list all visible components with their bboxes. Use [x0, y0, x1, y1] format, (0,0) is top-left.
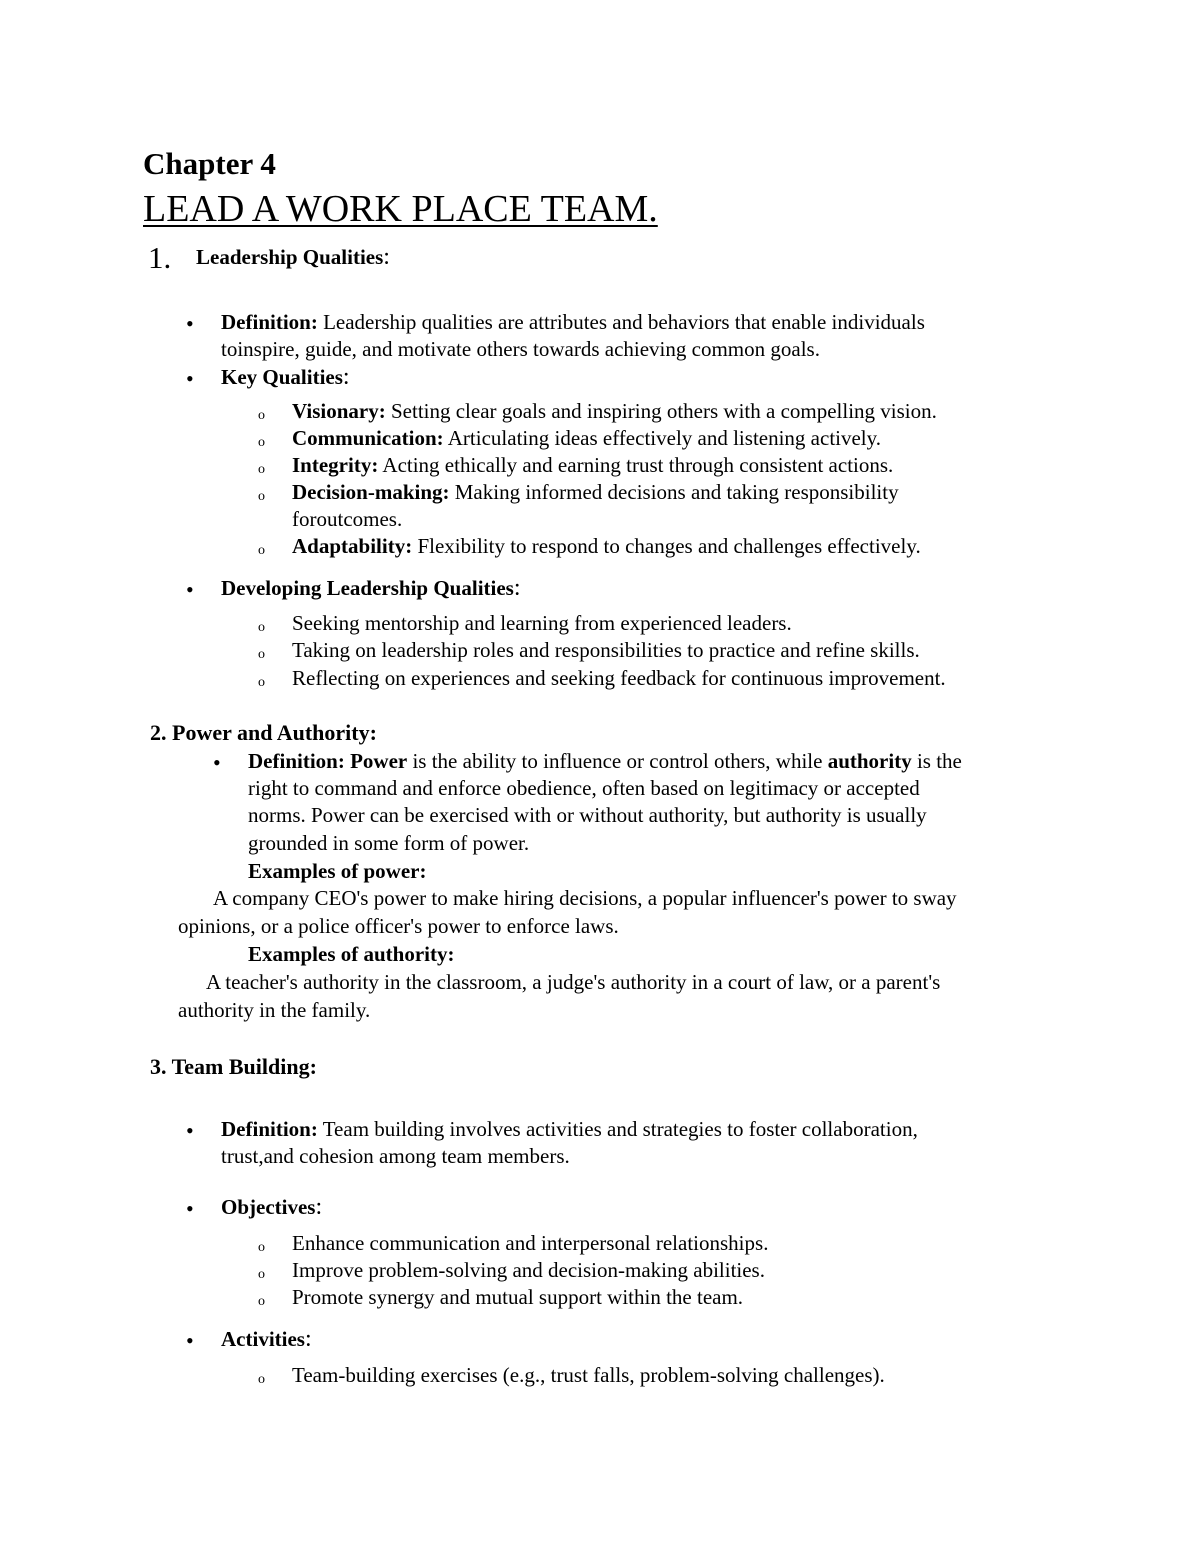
- s1-developing-label: Developing Leadership Qualities:: [221, 575, 521, 601]
- bullet-marker: •: [186, 1118, 194, 1143]
- section-1-number: 1.: [148, 240, 172, 275]
- sub-marker: o: [258, 462, 265, 477]
- s3-activities-label: Activities:: [221, 1326, 312, 1352]
- key-quality-item: Communication: Articulating ideas effectively and listening actively.: [292, 426, 882, 450]
- key-quality-item: Decision-making: Making informed decisions and taking responsibility: [292, 480, 899, 504]
- s3-definition-line2: trust,and cohesion among team members.: [221, 1144, 570, 1168]
- developing-item: Seeking mentorship and learning from experienced leaders.: [292, 611, 792, 635]
- s2-definition-line3: norms. Power can be exercised with or without authority, but authority is usually: [248, 803, 927, 827]
- objective-item: Improve problem-solving and decision-making abilities.: [292, 1258, 765, 1282]
- sub-marker: o: [258, 408, 265, 423]
- bullet-marker: •: [213, 750, 221, 775]
- developing-item: Reflecting on experiences and seeking feedback for continuous improvement.: [292, 666, 946, 690]
- examples-of-power-label: Examples of power:: [248, 859, 427, 883]
- s2-definition-line2: right to command and enforce obedience, often based on legitimacy or accepted: [248, 776, 920, 800]
- s2-definition-line4: grounded in some form of power.: [248, 831, 530, 855]
- section-1-heading: Leadership Qualities:: [196, 244, 390, 270]
- page-title: LEAD A WORK PLACE TEAM.: [143, 188, 658, 230]
- sub-marker: o: [258, 675, 265, 690]
- sub-marker: o: [258, 435, 265, 450]
- sub-marker: o: [258, 543, 265, 558]
- objective-item: Promote synergy and mutual support within the team.: [292, 1285, 744, 1309]
- bullet-marker: •: [186, 1328, 194, 1353]
- sub-marker: o: [258, 647, 265, 662]
- examples-of-authority-label: Examples of authority:: [248, 942, 455, 966]
- s1-key-qualities-label: Key Qualities:: [221, 364, 350, 390]
- sub-marker: o: [258, 1240, 265, 1255]
- sub-marker: o: [258, 1267, 265, 1282]
- examples-of-authority-line2: authority in the family.: [178, 998, 371, 1022]
- sub-marker: o: [258, 620, 265, 635]
- key-quality-item: Adaptability: Flexibility to respond to changes and challenges effectively.: [292, 534, 921, 558]
- bullet-marker: •: [186, 366, 194, 391]
- bullet-marker: •: [186, 577, 194, 602]
- s2-definition-line1: Definition: Power is the ability to influence or control others, while authority is the: [248, 749, 962, 773]
- key-quality-item: Visionary: Setting clear goals and inspiring others with a compelling vision.: [292, 399, 937, 423]
- sub-marker: o: [258, 1372, 265, 1387]
- section-2-heading: 2. Power and Authority:: [150, 720, 377, 745]
- key-quality-item: Integrity: Acting ethically and earning trust through consistent actions.: [292, 453, 894, 477]
- section-3-heading: 3. Team Building:: [150, 1054, 317, 1079]
- examples-of-power-line1: A company CEO's power to make hiring decisions, a popular influencer's power to sway: [213, 886, 957, 910]
- developing-item: Taking on leadership roles and responsibilities to practice and refine skills.: [292, 638, 920, 662]
- s1-definition-line1: Definition: Leadership qualities are attributes and behaviors that enable individuals: [221, 310, 925, 334]
- s3-objectives-label: Objectives:: [221, 1194, 323, 1220]
- bullet-marker: •: [186, 1196, 194, 1221]
- examples-of-power-line2: opinions, or a police officer's power to enforce laws.: [178, 914, 619, 938]
- s1-definition-line2: toinspire, guide, and motivate others towards achieving common goals.: [221, 337, 820, 361]
- objective-item: Enhance communication and interpersonal relationships.: [292, 1231, 769, 1255]
- s3-definition-line1: Definition: Team building involves activities and strategies to foster collaboration,: [221, 1117, 918, 1141]
- sub-marker: o: [258, 489, 265, 504]
- sub-marker: o: [258, 1294, 265, 1309]
- activity-item: Team-building exercises (e.g., trust falls, problem-solving challenges).: [292, 1363, 885, 1387]
- bullet-marker: •: [186, 311, 194, 336]
- key-quality-item-cont: foroutcomes.: [292, 507, 403, 531]
- chapter-label: Chapter 4: [143, 146, 276, 181]
- examples-of-authority-line1: A teacher's authority in the classroom, a judge's authority in a court of law, or a parent's: [206, 970, 941, 994]
